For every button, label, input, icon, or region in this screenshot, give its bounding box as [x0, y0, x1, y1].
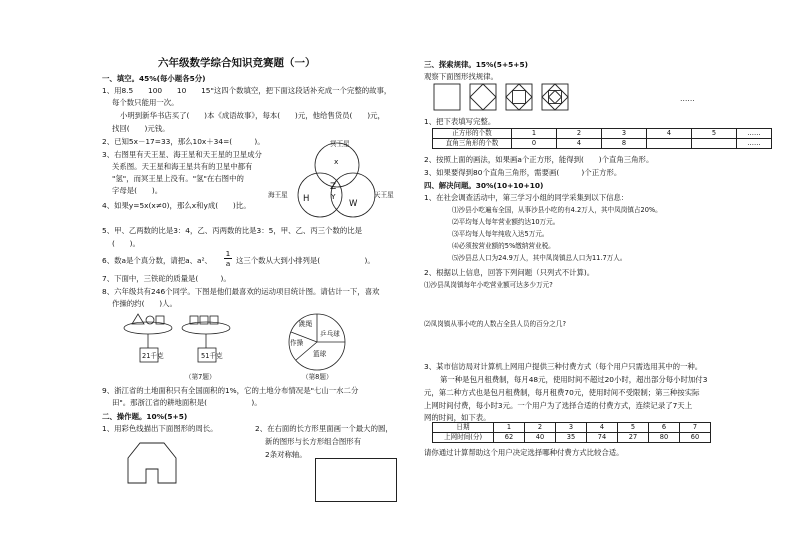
- table-cell: 60: [680, 433, 711, 443]
- venn-letter-z: Z: [330, 182, 337, 192]
- op2-line2: 新的图形与长方形组合图形有: [265, 437, 362, 446]
- table-cell: 0: [512, 139, 557, 149]
- q9-line1: 9、浙江省的土地面积只有全国面积的1%，它的土地分布情况是"七山一水二分: [102, 386, 359, 395]
- info-1: ⑴沙县小吃遍布全国，从事沙县小吃的有4.2万人，其中凤岗镇占20%。: [452, 206, 662, 214]
- q1-line4: 找回( )元钱。: [112, 124, 170, 133]
- q6-part2: 这三个数从大到小排列是( )。: [236, 256, 375, 265]
- s3-line1: 3、某市信访局对计算机上网用户提供三种付费方式（每个用户只需选用其中的一种。: [424, 362, 703, 371]
- table-cell: 日期: [433, 423, 494, 433]
- table-cell: 5: [618, 423, 649, 433]
- s3-line5: 网的时间，如下表。: [424, 413, 491, 422]
- nested-squares-figure: [434, 84, 604, 114]
- squares-table: [432, 128, 772, 149]
- table-cell: 40: [525, 433, 556, 443]
- pie-label-rope: 跳绳: [299, 320, 313, 328]
- venn-label-neptune: 海王星: [268, 191, 288, 199]
- table-row: [433, 129, 772, 139]
- table-cell: 3: [602, 129, 647, 139]
- q2: 2、已知5x－17=33，那么10x＋34=( )。: [102, 137, 265, 146]
- table-row: [433, 433, 711, 443]
- table-cell: 7: [680, 423, 711, 433]
- section-operation: 二、操作题。10%(5+5): [102, 412, 188, 421]
- fraction-denominator: a: [225, 259, 231, 269]
- table-cell: 1: [494, 423, 525, 433]
- table-cell: 正方形的个数: [433, 129, 512, 139]
- table-cell: ……: [737, 129, 772, 139]
- op2-line3: 2条对称轴。: [265, 450, 307, 459]
- table-cell: 35: [556, 433, 587, 443]
- q3-line2: 关系图。天王星和海王星共有的卫星中都有: [112, 162, 253, 171]
- table-cell: 6: [649, 423, 680, 433]
- table-cell: 1: [512, 129, 557, 139]
- q5-line2: ( )。: [112, 239, 140, 248]
- q3-line4: 字母是( )。: [112, 186, 163, 195]
- drawing-rectangle[interactable]: [315, 458, 397, 502]
- table-cell-blank[interactable]: [647, 139, 692, 149]
- table-cell: 上网时间(分): [433, 433, 494, 443]
- table-row: [433, 423, 711, 433]
- info-2: ⑵平均每人每年营业额约达10万元。: [452, 218, 560, 226]
- house-shape: [128, 443, 178, 485]
- table-cell: 80: [649, 433, 680, 443]
- venn-letter-y: Y: [331, 192, 336, 201]
- table-cell: 2: [525, 423, 556, 433]
- q6-part1: 6、数a是个真分数，请把a、a²、: [102, 256, 212, 265]
- r1: 1、把下表填写完整。: [424, 117, 496, 126]
- q8-line1: 8、六年级共有246个同学。下图是他们最喜欢的运动项目统计图。请估计一下，喜欢: [102, 287, 380, 296]
- r3: 3、如果要得到80个直角三角形，需要画( )个正方形。: [424, 168, 622, 177]
- venn-label-pluto: 冥王星: [330, 140, 350, 148]
- s3-line4: 上网时间付费，每小时3元。一个用户为了选择合适的付费方式，连续记录了7天上: [424, 401, 693, 410]
- table-cell: 2: [557, 129, 602, 139]
- venn-label-uranus: 天王星: [374, 191, 394, 199]
- table-cell: 8: [602, 139, 647, 149]
- fraction: [224, 249, 232, 269]
- usage-table: [432, 422, 711, 443]
- table-cell: 62: [494, 433, 525, 443]
- q1-line1: 1、用8.5 100 10 15"这四个数填空，把下面这段话补充成一个完整的故事，: [102, 86, 392, 95]
- s2-question2: ⑵凤岗镇从事小吃的人数占全县人员的百分之几?: [424, 320, 566, 328]
- observe-text: 观察下面图形找规律。: [424, 72, 498, 81]
- pie-label-pingpong: 乒乓球: [320, 330, 340, 338]
- section-fill-blank: 一、填空。45%(每小题各5分): [102, 74, 206, 83]
- q4: 4、如果y=5x(x≠0)，那么x和y成( )比。: [102, 201, 251, 210]
- page-title: 六年级数学综合知识竞赛题（一）: [158, 57, 316, 69]
- s3-final: 请你通过计算帮助这个用户决定选择哪种付费方式比较合适。: [424, 448, 624, 457]
- info-4: ⑷必须按营业额的5%缴纳营业税。: [452, 242, 555, 250]
- q9-line2: 田"。那浙江省的耕地面积是( )。: [112, 398, 262, 407]
- fraction-numerator: 1: [225, 249, 231, 258]
- info-3: ⑶平均每人每年纯收入达5万元。: [452, 230, 549, 238]
- caption-q7: （第7题）: [185, 373, 216, 381]
- table-cell: ……: [737, 139, 772, 149]
- table-cell: 4: [587, 423, 618, 433]
- table-cell: 4: [557, 139, 602, 149]
- table-cell-blank[interactable]: [692, 139, 737, 149]
- op1: 1、用彩色线描出下面图形的周长。: [102, 424, 218, 433]
- scale1-weight: 21千克: [142, 352, 164, 360]
- q1-line3: 小明到新华书店买了( )本《成语故事》，每本( )元，他给售货员( )元，: [120, 111, 385, 120]
- pie-label-exercise: 作操: [290, 339, 304, 347]
- r2: 2、按照上面的画法，如果画a个正方形，能得到( )个直角三角形。: [424, 155, 654, 164]
- table-cell: 3: [556, 423, 587, 433]
- pattern-ellipsis: ……: [680, 94, 695, 103]
- q5-line1: 5、甲、乙两数的比是3：4，乙、丙两数的比是3：5，甲、乙、丙三个数的比是: [102, 226, 363, 235]
- table-cell: 直角三角形的个数: [433, 139, 512, 149]
- table-row: [433, 139, 772, 149]
- venn-letter-h: H: [303, 194, 310, 204]
- s1: 1、在社会调查活动中，第三学习小组的同学采集到以下信息：: [424, 193, 629, 202]
- scale2-weight: 51千克: [201, 352, 223, 360]
- s2: 2、根据以上信息，回答下列问题（只列式不计算)。: [424, 268, 595, 277]
- s2-question1: ⑴沙县凤岗镇每年小吃营业额可达多少万元?: [424, 281, 553, 289]
- s3-line3: 元，第二种方式也是包月租费制，每月租费70元，使用时间不受限制；第三种按实际: [424, 388, 700, 397]
- info-5: ⑸沙县总人口为24.9万人，其中凤岗镇总人口为11.7万人。: [452, 254, 627, 262]
- caption-q8: （第8题）: [302, 373, 333, 381]
- venn-letter-x: x: [334, 157, 339, 166]
- venn-letter-w: W: [349, 199, 358, 209]
- pie-label-basketball: 篮球: [313, 350, 327, 358]
- q8-line2: 作操的约( )人。: [112, 299, 177, 308]
- op2-line1: 2、在右面的长方形里面画一个最大的圆，: [255, 424, 393, 433]
- section-pattern: 三、探索规律。15%(5+5+5): [424, 60, 528, 69]
- q3-line1: 3、右图里有天王星、海王星和天王星的卫星成分: [102, 150, 262, 159]
- q3-line3: "氢"，而冥王星上没有。"氢"在右图中的: [112, 174, 244, 183]
- table-cell: 4: [647, 129, 692, 139]
- q7: 7、下面中，三铁砣的质量是( )。: [102, 274, 231, 283]
- table-cell: 5: [692, 129, 737, 139]
- s3-line2: 第一种是包月租费制，每月48元，使用时间不超过20小时，超出部分每小时加付3: [440, 375, 708, 384]
- q1-line2: 每个数只能用一次。: [112, 98, 179, 107]
- section-problems: 四、解决问题。30%(10+10+10): [424, 181, 544, 190]
- table-cell: 27: [618, 433, 649, 443]
- table-cell: 74: [587, 433, 618, 443]
- balance-scales-figure: [122, 310, 232, 370]
